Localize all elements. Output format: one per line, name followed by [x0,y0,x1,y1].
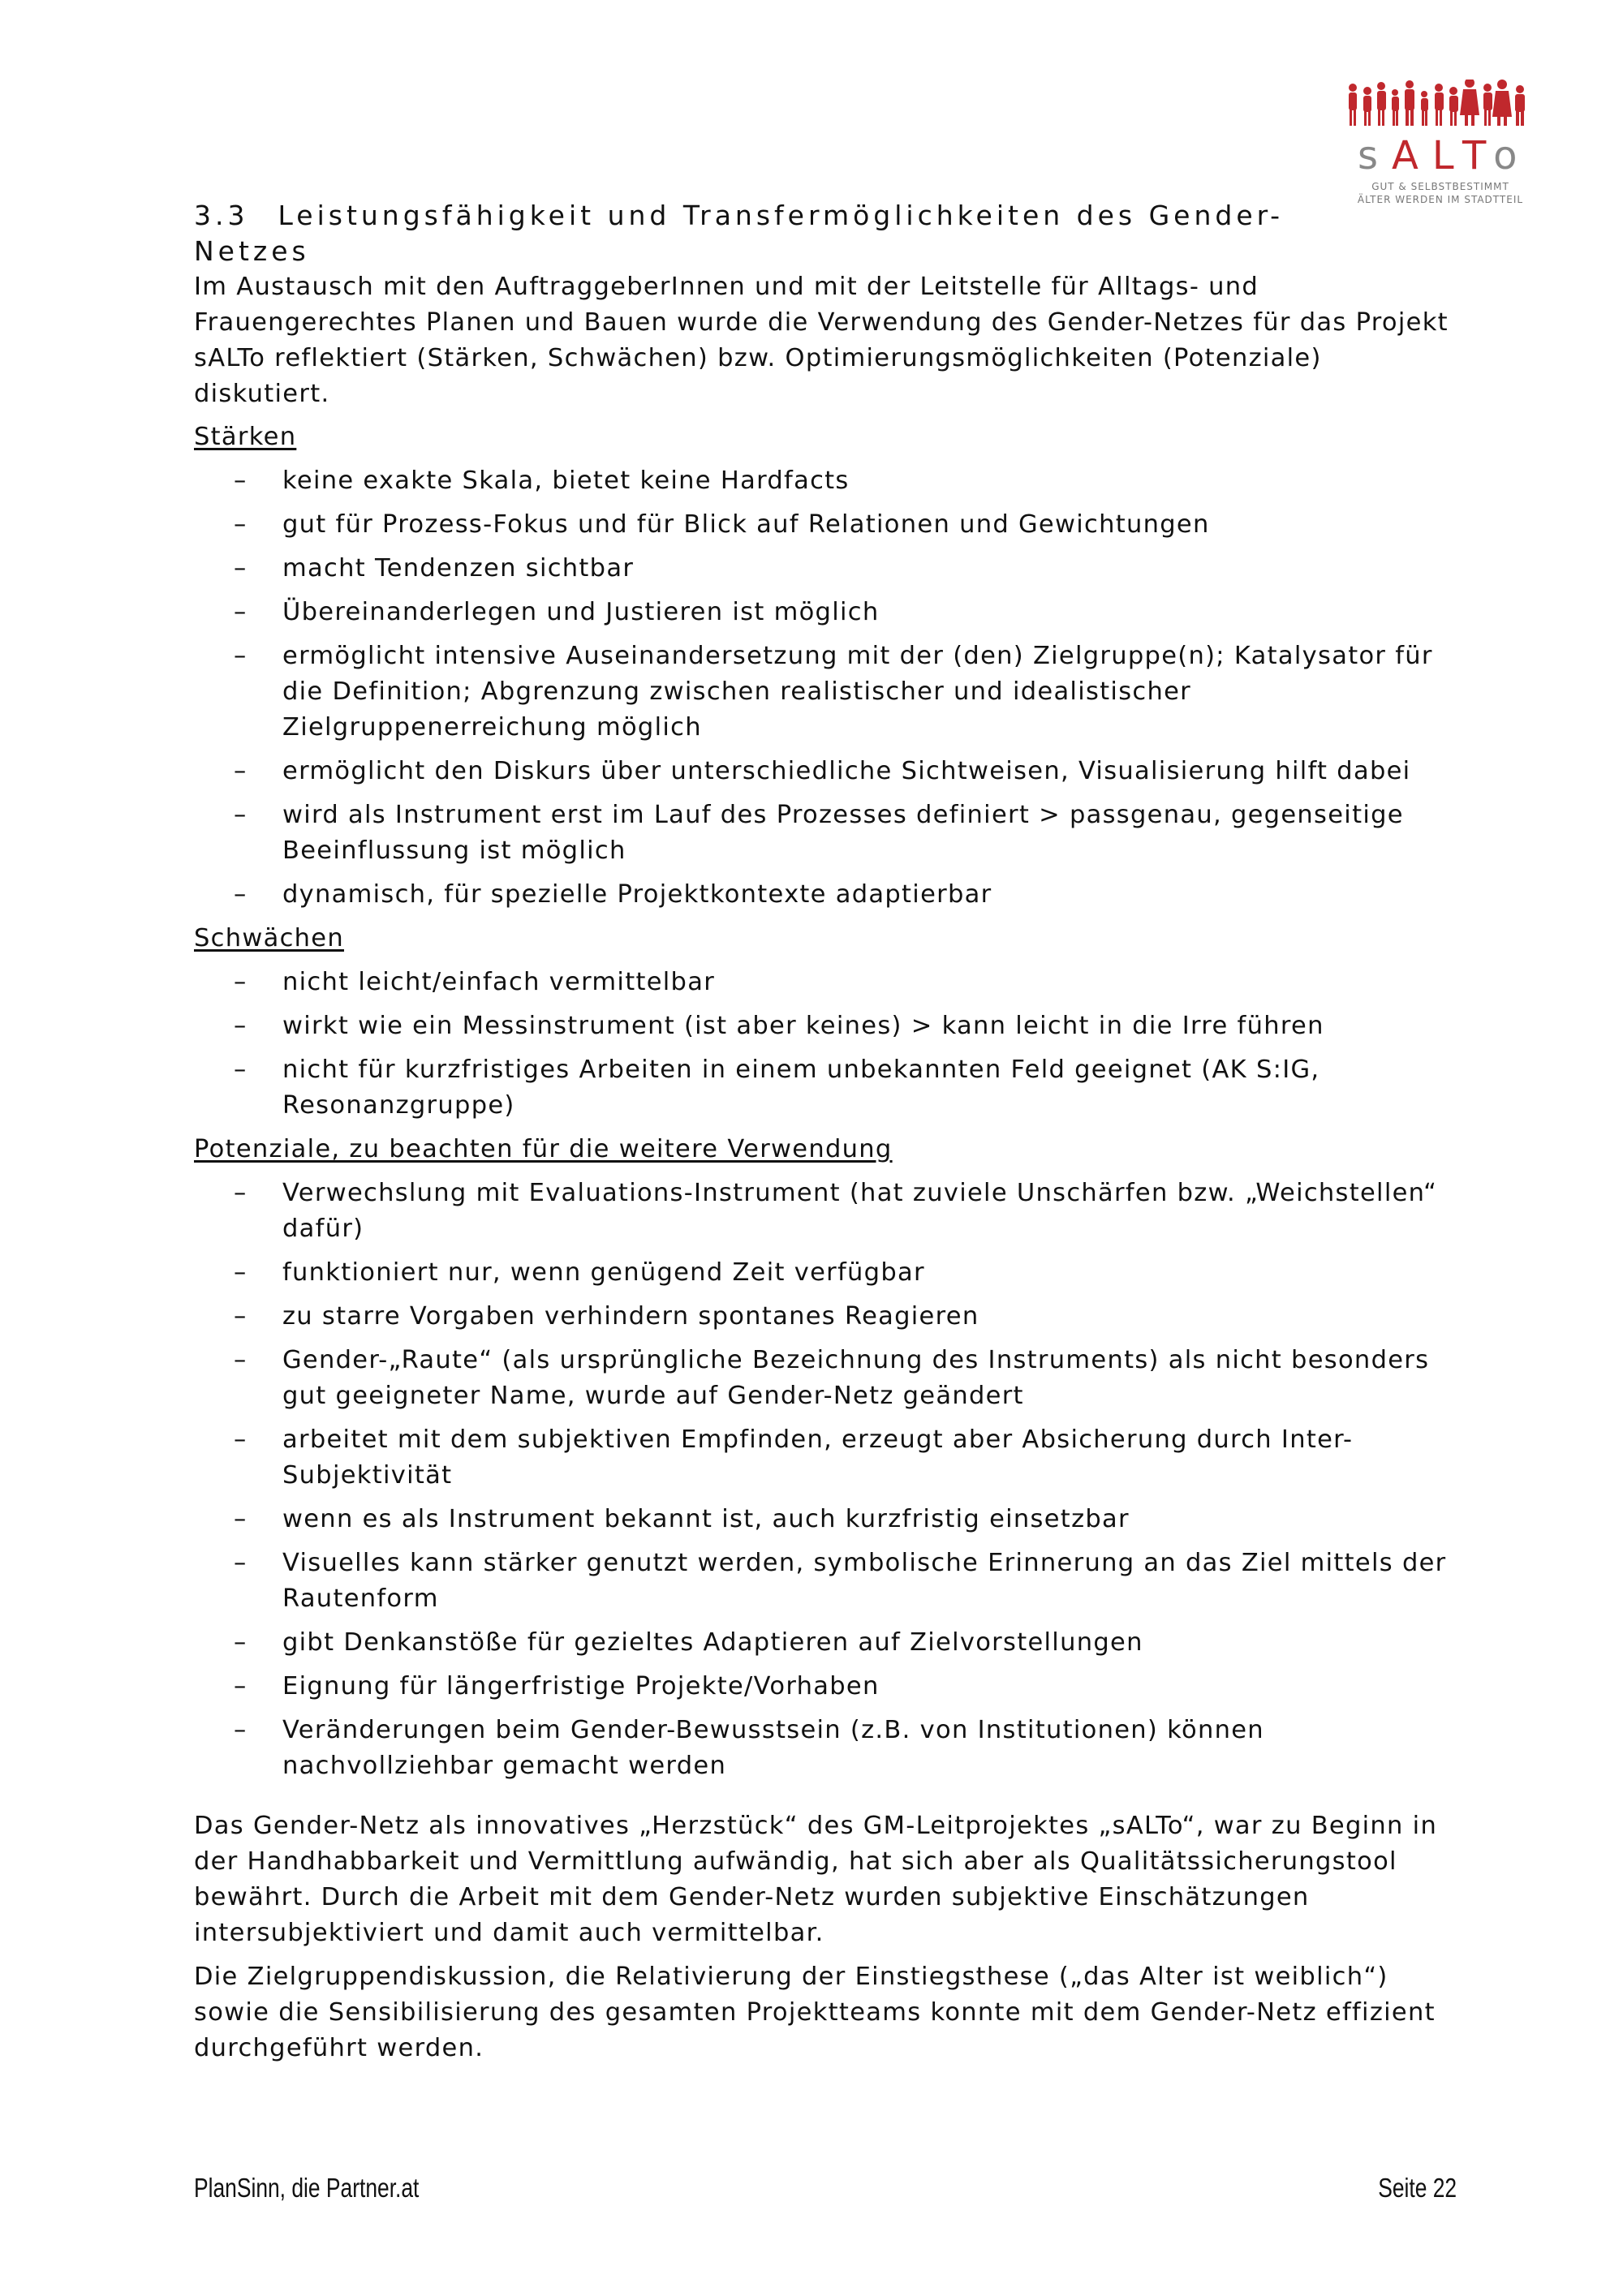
list-item [194,1008,1460,1044]
list-item [194,595,1460,630]
logo-tagline-2: ÄLTER WERDEN IM STADTTEIL [1357,194,1524,205]
closing-paragraph-2: Die Zielgruppendiskussion, die Relativierung der Einstiegsthese („das Alter ist weiblich“) sowie die Sensibilisierung des gesamten Projektteams konnte mit dem Gender-Netz effizient durchgeführt werden. [194,1963,1436,2062]
list-item-text: arbeitet mit dem subjektiven Empfinden, erzeugt aber Absicherung durch Inter-Subjektivität [282,1425,1354,1490]
list-item [194,965,1460,1000]
list-item [194,1669,1460,1705]
salto-logo [1343,80,1538,209]
section-number: 3.3 [194,200,249,231]
list-item [194,1052,1460,1124]
list-item-text: Eignung für längerfristige Projekte/Vorhaben [282,1672,880,1701]
logo-word-suffix: o [1493,133,1531,178]
list-item-text: ermöglicht den Diskurs über unterschiedliche Sichtweisen, Visualisierung hilft dabei [282,757,1411,785]
dash-bullet: – [234,1056,248,1084]
list-item-text: gibt Denkanstöße für gezieltes Adaptieren auf Zielvorstellungen [282,1628,1143,1657]
logo-word-main: ALT [1392,133,1494,178]
logo-tagline-1: GUT & SELBSTBESTIMMT [1371,181,1509,192]
section-title: Leistungsfähigkeit und Transfermöglichkeiten des Gender-Netzes [194,200,1285,267]
list-item-text: Visuelles kann stärker genutzt werden, symbolische Erinnerung an das Ziel mittels der Rautenform [282,1549,1447,1613]
list-item [194,463,1460,499]
section-title-potenziale: Potenziale, zu beachten für die weitere Verwendung [194,1135,893,1163]
logo-word-prefix: s [1358,133,1393,178]
section-title-staerken: Stärken [194,423,297,451]
list-item [194,638,1460,746]
dash-bullet: – [234,1425,248,1454]
dash-bullet: – [234,1012,248,1040]
list-item-text: funktioniert nur, wenn genügend Zeit verfügbar [282,1258,925,1287]
list-item-text: nicht für kurzfristiges Arbeiten in einem unbekannten Feld geeignet (AK S:IG, Resonanzgruppe) [282,1056,1320,1120]
list-item-text: keine exakte Skala, bietet keine Hardfacts [282,467,850,495]
list-item [194,1299,1460,1335]
list-item-text: macht Tendenzen sichtbar [282,554,635,583]
schwaechen-list [194,965,1460,1124]
dash-bullet: – [234,642,248,670]
dash-bullet: – [234,467,248,495]
staerken-list [194,463,1460,913]
list-item [194,1546,1460,1617]
dash-bullet: – [234,598,248,626]
dash-bullet: – [234,1258,248,1287]
dash-bullet: – [234,1179,248,1207]
list-item [194,798,1460,869]
list-item-text: dynamisch, für spezielle Projektkontexte adaptierbar [282,880,992,909]
closing-paragraph-1: Das Gender-Netz als innovatives „Herzstück“ des GM-Leitprojektes „sALTo“, war zu Beginn in der Handhabbarkeit und Vermittlung aufwändig, hat sich aber als Qualitätssicherungstool bewährt. Durch die Arbeit mit dem Gender-Netz wurden subjektive Einschätzungen intersubjektiviert und damit auch vermittelbar. [194,1812,1438,1947]
document-body [194,198,1460,2066]
potenziale-list [194,1176,1460,1784]
people-silhouettes-icon [1343,80,1538,136]
dash-bullet: – [234,1346,248,1374]
list-item-text: Gender-„Raute“ (als ursprüngliche Bezeichnung des Instruments) als nicht besonders gut geeigneter Name, wurde auf Gender-Netz geändert [282,1346,1430,1410]
list-item [194,754,1460,789]
list-item-text: wenn es als Instrument bekannt ist, auch kurzfristig einsetzbar [282,1505,1130,1533]
list-item [194,1422,1460,1494]
dash-bullet: – [234,1628,248,1657]
intro-paragraph: Im Austausch mit den AuftraggeberInnen und mit der Leitstelle für Alltags- und Frauengerechtes Planen und Bauen wurde die Verwendung des Gender-Netzes für das Projekt sALTo reflektiert (Stärken, Schwächen) bzw. Optimierungsmöglichkeiten (Potenziale) diskutiert. [194,273,1449,408]
dash-bullet: – [234,510,248,539]
dash-bullet: – [234,554,248,583]
list-item-text: ermöglicht intensive Auseinandersetzung mit der (den) Zielgruppe(n); Katalysator für die Definition; Abgrenzung zwischen realistischer und idealistischer Zielgruppenerreichung möglich [282,642,1433,742]
list-item-text: Veränderungen beim Gender-Bewusstsein (z.B. von Institutionen) können nachvollziehbar gemacht werden [282,1716,1264,1780]
dash-bullet: – [234,968,248,996]
dash-bullet: – [234,801,248,829]
list-item-text: Übereinanderlegen und Justieren ist möglich [282,598,880,626]
list-item [194,1502,1460,1537]
list-item [194,1343,1460,1414]
list-item [194,1255,1460,1291]
list-item-text: Verwechslung mit Evaluations-Instrument (hat zuviele Unschärfen bzw. „Weichstellen“ dafür) [282,1179,1438,1243]
section-title-schwaechen: Schwächen [194,924,344,952]
list-item [194,507,1460,543]
dash-bullet: – [234,1505,248,1533]
dash-bullet: – [234,1716,248,1744]
list-item-text: wird als Instrument erst im Lauf des Prozesses definiert > passgenau, gegenseitige Beeinflussung ist möglich [282,801,1404,865]
logo-wordmark [1358,133,1531,178]
dash-bullet: – [234,1549,248,1577]
footer-left: PlanSinn, die Partner.at [194,2173,420,2203]
section-heading [194,198,1314,269]
dash-bullet: – [234,1672,248,1701]
list-item-text: wirkt wie ein Messinstrument (ist aber keines) > kann leicht in die Irre führen [282,1012,1324,1040]
list-item [194,1625,1460,1661]
list-item [194,1176,1460,1247]
dash-bullet: – [234,880,248,909]
footer-page-number: Seite 22 [1378,2173,1457,2203]
list-item [194,877,1460,913]
list-item-text: gut für Prozess-Fokus und für Blick auf Relationen und Gewichtungen [282,510,1210,539]
list-item [194,551,1460,587]
list-item-text: zu starre Vorgaben verhindern spontanes Reagieren [282,1302,979,1331]
list-item-text: nicht leicht/einfach vermittelbar [282,968,716,996]
dash-bullet: – [234,757,248,785]
dash-bullet: – [234,1302,248,1331]
list-item [194,1713,1460,1784]
